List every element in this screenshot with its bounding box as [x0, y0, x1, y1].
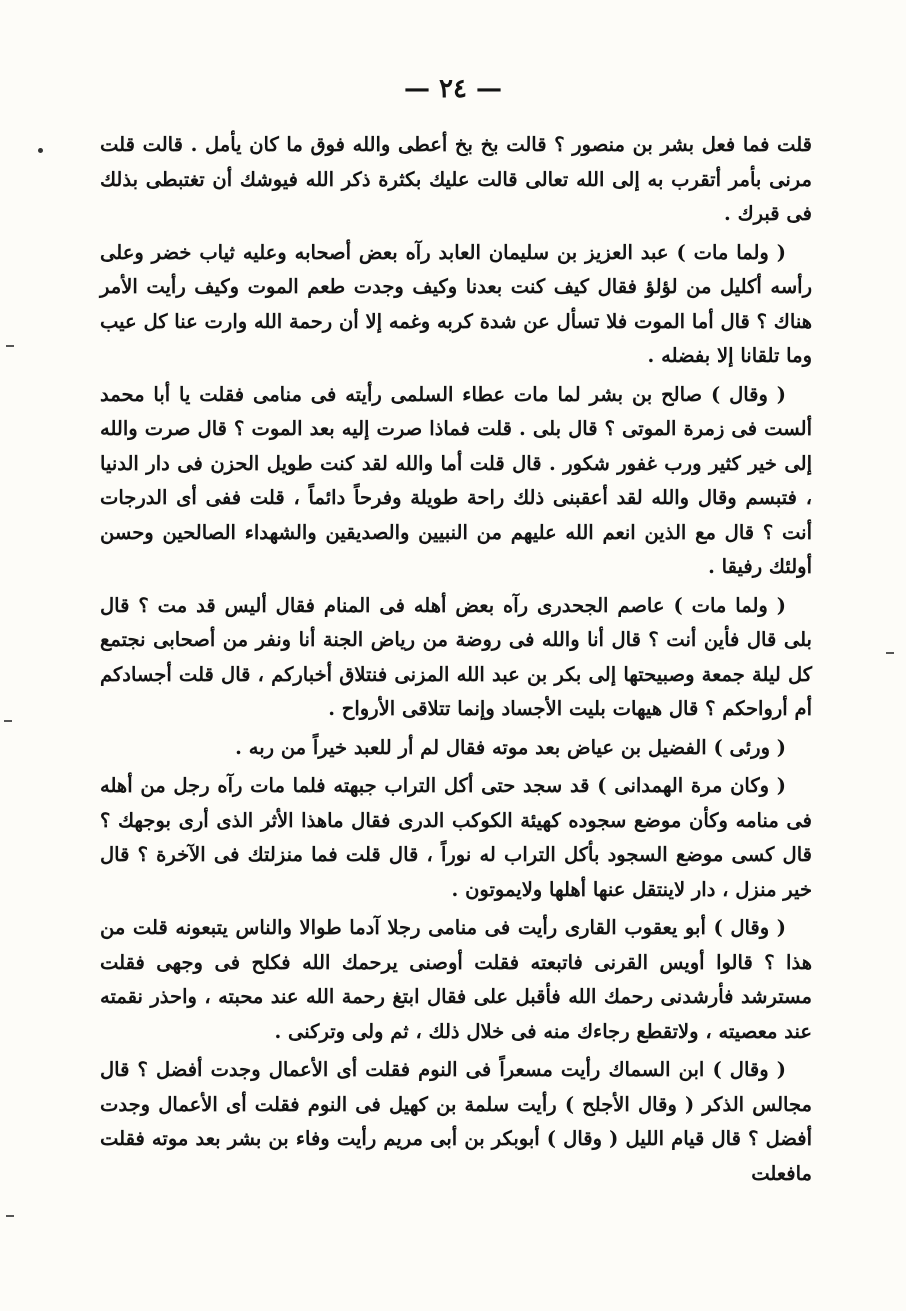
- paragraph-2: ( ولما مات ) عبد العزيز بن سليمان العابد رآه بعض أصحابه وعليه ثياب خضر وعلى رأسه أكليل من لؤلؤ فقال كيف كنت بعدنا وكيف وجدت طعم الموت وكيف رأيت الأمر هناك ؟ قال أما الموت فلا تسأل عن شدة كربه وغمه إلا أن رحمة الله وارت عنا كل عيب وما تلقانا إلا بفضله .: [100, 240, 812, 367]
- paragraph-8: ( وقال ) ابن السماك رأيت مسعراً فى النوم فقلت أى الأعمال وجدت أفضل ؟ قال مجالس الذكر ( وقال الأجلح ) رأيت سلمة بن كهيل فى النوم فقلت أى الأعمال وجدت أفضل ؟ قال قيام الليل ( وقال ) أبوبكر بن أبى مريم رأيت وفاء بن بشر بعد موته فقلت مافعلت: [100, 1058, 812, 1185]
- margin-mark: [6, 345, 14, 347]
- paragraph-4: ( ولما مات ) عاصم الجحدرى رآه بعض أهله فى المنام فقال أليس قد مت ؟ قال بلى قال فأين أنت ؟ قال أنا والله فى روضة من رياض الجنة أنا ونفر من أصحابى نجتمع كل ليلة جمعة وصبيحتها إلى بكر بن عبد الله المزنى فنتلاق أخباركم ، قال قلت أجسادكم أم أرواحكم ؟ قال هيهات بليت الأجساد وإنما تتلاقى الأرواح .: [100, 593, 812, 720]
- paragraph-5: ( ورئى ) الفضيل بن عياض بعد موته فقال لم أر للعبد خيراً من ربه .: [235, 735, 786, 759]
- margin-mark: [6, 1215, 14, 1217]
- paragraph-3: ( وقال ) صالح بن بشر لما مات عطاء السلمى رأيته فى منامى فقلت يا أبا محمد ألست فى زمرة الموتى ؟ قال بلى . قلت فماذا صرت إليه بعد الموت ؟ قال صرت والله إلى خير كثير ورب غفور شكور . قال قلت أما والله لقد كنت طويل الحزن فى دار الدنيا ، فتبسم وقال والله لقد أعقبنى ذلك راحة طويلة وفرحاً دائماً ، قلت ففى أى الدرجات أنت ؟ قال مع الذين انعم الله عليهم من النبيين والصديقين والشهداء الصالحين وحسن أولئك رفيقا .: [100, 382, 812, 578]
- margin-mark: [4, 720, 12, 722]
- margin-dot: [38, 148, 43, 153]
- margin-mark: [886, 652, 894, 654]
- body-text: [100, 128, 812, 1195]
- paragraph-1: قلت فما فعل بشر بن منصور ؟ قالت بخ بخ أعطى والله فوق ما كان يأمل . قالت قلت مرنى بأمر أتقرب به إلى الله تعالى قالت عليك بكثرة ذكر الله فيوشك أن تغتبطى بذلك فى قبرك .: [100, 133, 812, 225]
- paragraph-6: ( وكان مرة الهمدانى ) قد سجد حتى أكل التراب جبهته فلما مات رآه رجل من أهله فى منامه وكأن موضع سجوده كهيئة الكوكب الدرى فقال ماهذا الأثر الذى أرى بوجهك ؟ قال كسى موضع السجود بأكل التراب له نوراً ، قال قلت فما منزلتك فى الآخرة ؟ قال خير منزل ، دار لاينتقل عنها أهلها ولايموتون .: [100, 774, 812, 901]
- page-number: — ٢٤ —: [403, 74, 503, 104]
- paragraph-7: ( وقال ) أبو يعقوب القارى رأيت فى منامى رجلا آدما طوالا والناس يتبعونه قلت من هذا ؟ قالوا أويس القرنى فاتبعته فقلت أوصنى يرحمك الله فكلح فى وجهى فقلت مسترشد فأرشدنى رحمك الله فأقبل على فقال ابتغ رحمة الله عند محبته ، واحذر نقمته عند معصيته ، ولاتقطع رجاءك منه فى خلال ذلك ، ثم ولى وتركنى .: [100, 916, 812, 1043]
